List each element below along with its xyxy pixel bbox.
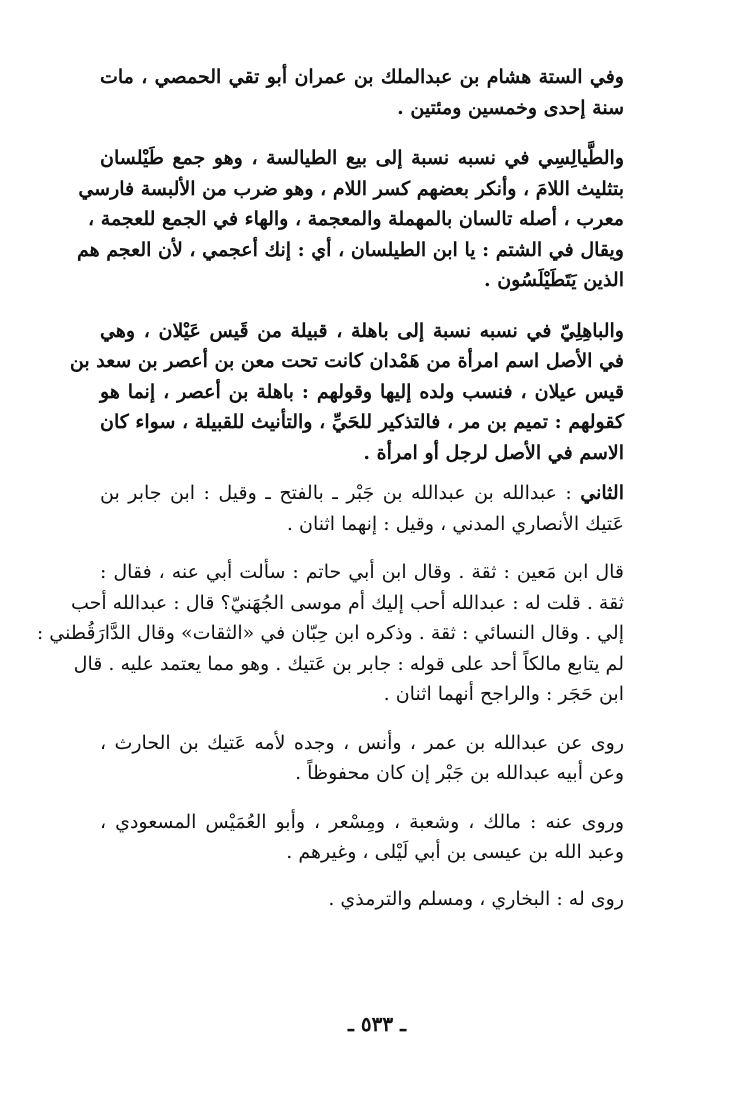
text-line: بتثليث اللامَ ، وأنكر بعضهم كسر اللام ، وهو ضرب من الألبسة فارسي bbox=[78, 177, 624, 200]
text-line: سنة إحدى وخمسين ومئتين . bbox=[397, 96, 624, 119]
paragraph bbox=[76, 143, 650, 296]
text-line: كقولهم : تميم بن مر ، فالتذكير للحَيِّ ، والتأنيث للقبيلة ، سواء كان bbox=[100, 411, 624, 433]
text-line: روى عن عبدالله بن عمر ، وأنس ، وجده لأمه عَتيك بن الحارث ، bbox=[100, 731, 624, 754]
text-line: روى له : البخاري ، ومسلم والترمذي . bbox=[328, 887, 624, 910]
paragraph bbox=[100, 728, 650, 789]
text-line: لم يتابع مالكاً أحد على قوله : جابر بن عَتيك . وهو مما يعتمد عليه . قال bbox=[73, 652, 624, 675]
paragraph bbox=[100, 478, 650, 539]
paragraph bbox=[100, 884, 650, 915]
text-line: قيس عيلان ، فنسب ولده إليها وقولهم : باهلة بن أعصر ، إنما هو bbox=[100, 380, 624, 403]
text-line: ابن حَجَر : والراجح أنهما اثنان . bbox=[383, 683, 624, 705]
text-line: ثقة . قلت له : عبدالله أحب إليك أم موسى الجُهَنيّ؟ قال : عبدالله أحب bbox=[70, 591, 624, 614]
text-line: وعن أبيه عبدالله بن جَبْر إن كان محفوظاً . bbox=[295, 762, 624, 784]
section-lead: الثاني bbox=[580, 482, 624, 504]
text-line: الاسم في الأصل لرجل أو امرأة . bbox=[363, 441, 624, 464]
text-line: معرب ، أصله تالسان بالمهملة والمعجمة ، والهاء في الجمع للعجمة ، bbox=[88, 208, 624, 230]
paragraph bbox=[69, 316, 650, 469]
text-run: : عبدالله بن عبدالله بن جَبْر ـ بالفتح ـ وقيل : ابن جابر بن bbox=[100, 482, 572, 504]
text-line: وفي الستة هشام بن عبدالملك بن عمران أبو تقي الحمصي ، مات bbox=[100, 66, 624, 88]
paragraph bbox=[36, 557, 650, 710]
text-line: وعبد الله بن عيسى بن أبي لَيْلى ، وغيرهم . bbox=[286, 841, 624, 863]
text-line: ويقال في الشتم : يا ابن الطيلسان ، أي : إنك أعجمي ، لأن العجم هم bbox=[76, 238, 624, 261]
text-line: والطَّيالِسِي في نسبه نسبة إلى بيع الطيالسة ، وهو جمع طَيْلسان bbox=[100, 147, 624, 169]
text-line: وروى عنه : مالك ، وشعبة ، ومِسْعر ، وأبو العُمَيْس المسعودي ، bbox=[100, 810, 624, 833]
text-line bbox=[100, 478, 650, 509]
paragraph bbox=[100, 807, 650, 868]
text-line: الذين يَتَطَيْلَسُون . bbox=[484, 269, 624, 291]
text-line: والباهِلِيّ في نسبه نسبة إلى باهلة ، قبيلة من قَيس عَيْلان ، وهي bbox=[100, 319, 624, 342]
text-line: في الأصل اسم امرأة من هَمْدان كانت تحت معن بن أعصر بن سعد بن bbox=[69, 350, 624, 372]
page-body bbox=[36, 50, 650, 914]
page-number: ـ ٥٣٣ ـ bbox=[348, 1012, 406, 1036]
text-line: قال ابن مَعين : ثقة . وقال ابن أبي حاتم : سألت أبي عنه ، فقال : bbox=[100, 561, 624, 583]
text-line: عَتيك الأنصاري المدني ، وقيل : إنهما اثنان . bbox=[286, 512, 624, 535]
text-line: إلي . وقال النسائي : ثقة . وذكره ابن حِبّان في «الثقات» وقال الدَّارَقُطني : bbox=[36, 622, 624, 644]
paragraph bbox=[100, 62, 650, 123]
